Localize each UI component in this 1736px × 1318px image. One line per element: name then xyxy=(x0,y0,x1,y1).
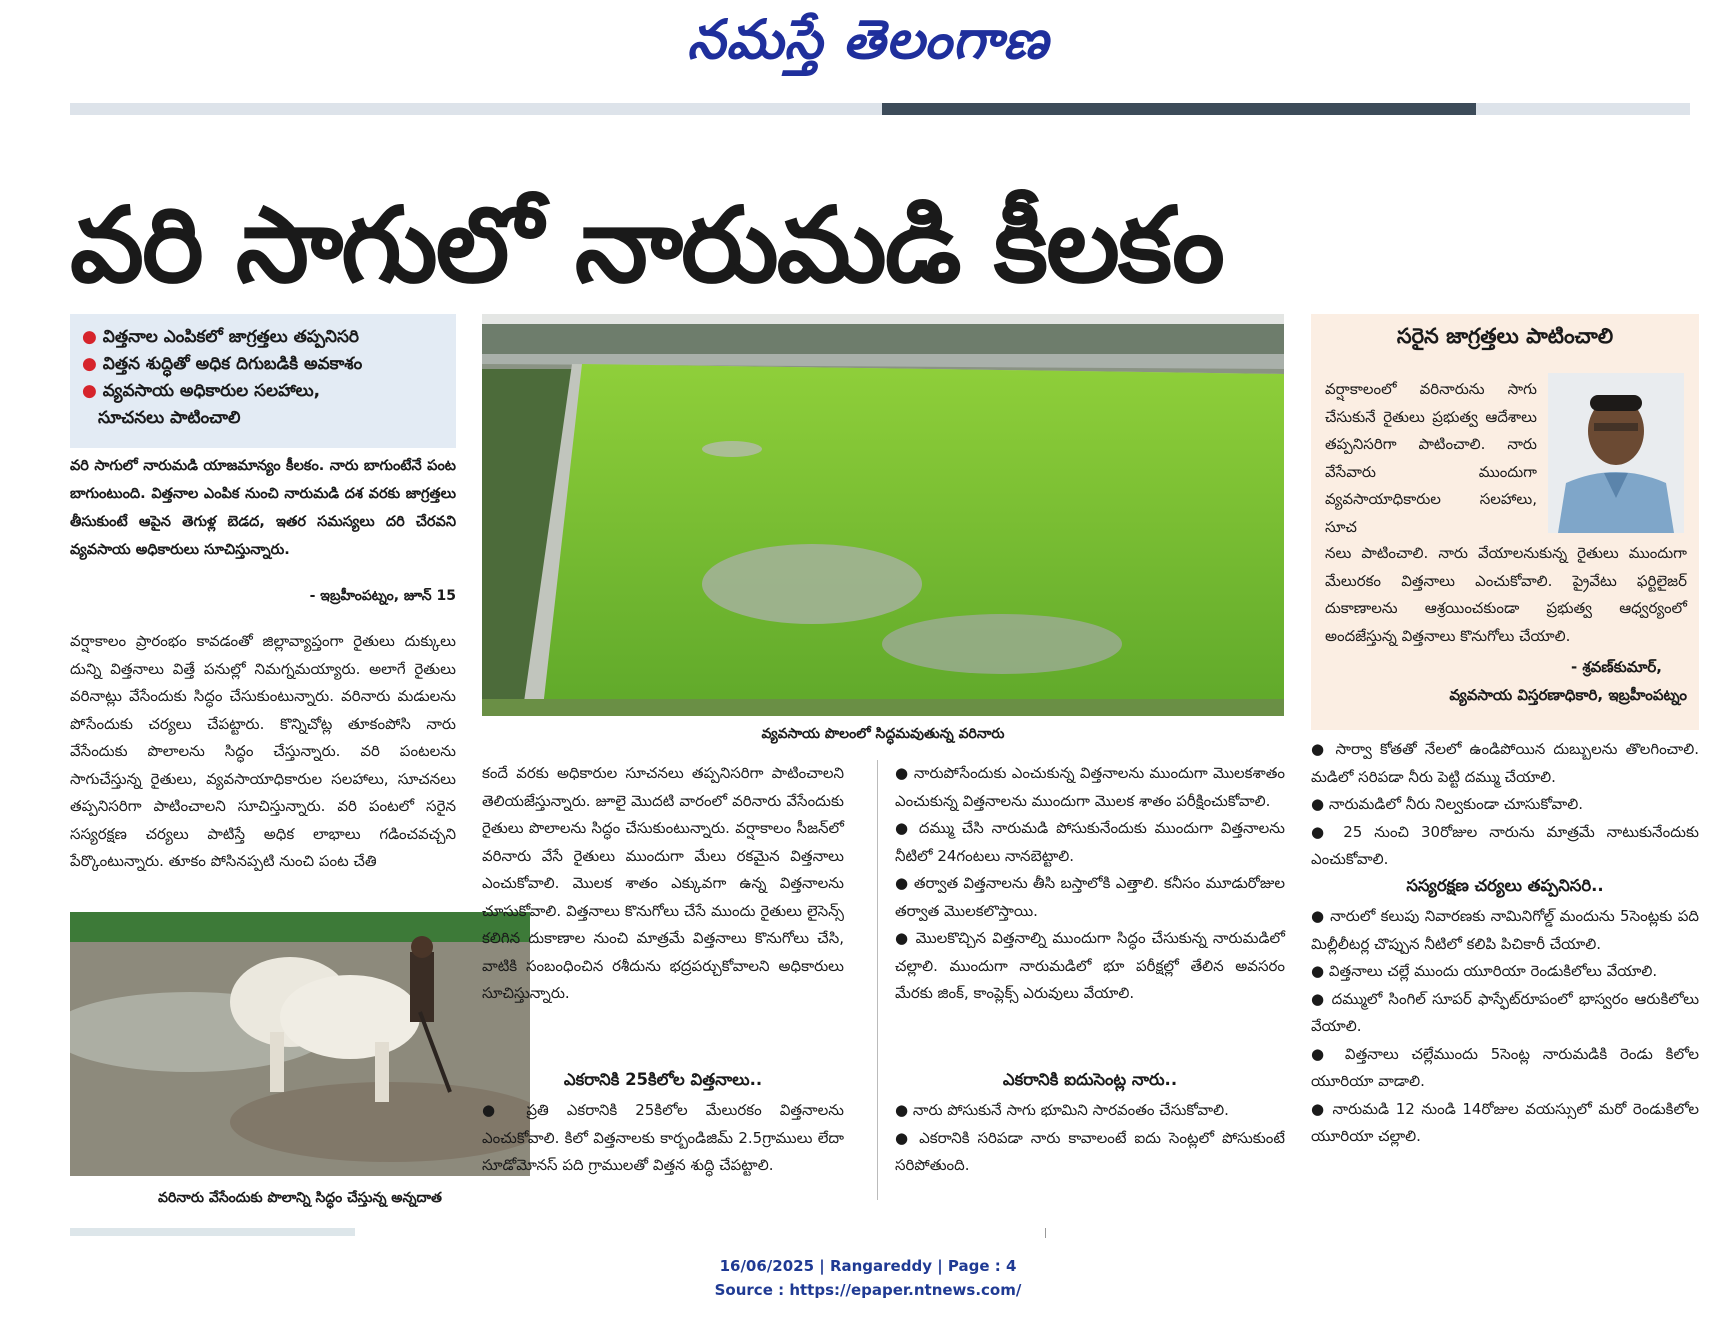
list-item: ● విత్తనాలు చల్లే ముందు యూరియా రెండుకిలోలు వేయాలి. xyxy=(1311,962,1658,980)
expert-designation: వ్యవసాయ విస్తరణాధికారి, ఇబ్రహీంపట్నం xyxy=(1449,686,1687,704)
ox-plough-photo xyxy=(70,912,530,1176)
list-item: ● మొలకొచ్చిన విత్తనాల్ని ముందుగా సిద్ధం చేసుకున్న నారుమడిలో చల్లాలి. ముందుగా నారుమడిలో భూ పరీక్షల్లో తేలిన అవసరం మేరకు జింక్, కాంప్లెక్స్ ఎరువులు వేయాలి. xyxy=(895,929,1285,1002)
highlight-item: ● విత్తన శుద్ధితో అధిక దిగుబడికి అవకాశం xyxy=(82,354,363,374)
expert-quote-text-continued: నలు పాటించాలి. నారు వేయాలనుకున్న రైతులు ముందుగా మేలురకం విత్తనాలు ఎంచుకోవాలి. ప్రైవేటు ఫర్టిలైజర్ దుకాణాలను ఆశ్రయించకుండా ప్రభుత్వ ఆధ్వర్యంలో అందజేస్తున్న విత్తనాలు కొనుగోలు చేయాలి. xyxy=(1325,544,1687,645)
header-rule-accent xyxy=(882,103,1476,115)
list-item: ● నారులో కలుపు నివారణకు నామినిగోల్డ్ మందును 5సెంట్లకు పది మిల్లీలీటర్ల చొప్పున నీటిలో కలిపి పిచికారీ చేయాలి. xyxy=(1311,907,1699,953)
article-col2-text: కందే వరకు అధికారుల సూచనలు తప్పనిసరిగా పాటించాలని తెలియజేస్తున్నారు. జూలై మొదటి వారంలో వరినారు వేసేందుకు రైతులు పొలాలను సిద్ధం చేసుకుంటున్నారు. వర్షాకాలం సీజన్‌లో వరినారు వేసే రైతులు ముందుగా మేలు రకమైన విత్తనాలు ఎంచుకోవాలి. మొలక శాతం ఎక్కువగా ఉన్న విత్తనాలను చూసుకోవాలి. విత్తనాలు కొనుగోలు చేసే ముందు రైతులు లైసెన్స్ కలిగిన దుకాణాల నుంచి మాత్రమే విత్తనాలు కొనుగోలు చేసి, వాటికి సంబంధించిన రశీదును భద్రపర్చుకోవాలని అధికారులు సూచిస్తున్నారు. xyxy=(482,764,844,1002)
list-item: ● తర్వాత విత్తనాలను తీసి బస్తాలోకి ఎత్తాలి. కనీసం మూడురోజుల తర్వాత మొలకలొస్తాయి. xyxy=(895,874,1285,920)
col4-bullet-list-2 xyxy=(1311,903,1699,1151)
list-item: ● సార్వా కోతతో నేలలో ఉండిపోయిన దుబ్బులను తొలగించాలి. మడిలో సరిపడా నీరు పెట్టి దమ్ము చేయాలి. xyxy=(1311,740,1699,786)
highlight-item: ● వ్యవసాయ అధికారుల సలహాలు, xyxy=(82,381,321,401)
list-item: ● దమ్ములో సింగిల్ సూపర్ ఫాస్ఫేట్‌రూపంలో భాస్వరం ఆరుకిలోలు వేయాలి. xyxy=(1311,989,1700,1035)
page-footer xyxy=(0,1254,1736,1302)
bottom-rule xyxy=(70,1228,355,1236)
col3-bullet-list xyxy=(895,760,1285,1008)
footer-source-link[interactable]: Source : https://epaper.ntnews.com/ xyxy=(714,1281,1022,1299)
headline: వరి సాగులో నారుమడి కీలకం xyxy=(70,185,1223,305)
bottom-rule-tick xyxy=(1045,1228,1046,1238)
list-item: ● దమ్ము చేసి నారుమడి పోసుకునేందుకు ముందుగా విత్తనాలను నీటిలో 24గంటలు నానబెట్టాలి. xyxy=(895,819,1285,865)
highlight-item: సూచనలు పాటించాలి xyxy=(98,408,241,428)
col2-bullet: ● ప్రతి ఎకరానికి 25కిలోల మేలురకం విత్తనాలను ఎంచుకోవాలి. కిలో విత్తనాలకు కార్బండిజిమ్ 2.5గ్రాములు లేదా సూడోమోనస్ పది గ్రాములతో విత్తన శుద్ధి చేపట్టాలి. xyxy=(482,1101,844,1174)
list-item: ● 25 నుంచి 30రోజుల నారును మాత్రమే నాటుకునేందుకు ఎంచుకోవాలి. xyxy=(1311,822,1699,868)
col3-subheading: ఎకరానికి ఐదుసెంట్ల నారు.. xyxy=(1002,1070,1178,1089)
expert-quote-text: వర్షాకాలంలో వరినారును సాగు చేసుకునే రైతులు ప్రభుత్వ ఆదేశాలు తప్పనిసరిగా పాటించాలి. నారు వేసేవారు ముందుగా వ్యవసాయాధికారుల సలహాలు, సూచ xyxy=(1325,380,1537,536)
expert-name: - శ్రవణ్‌కుమార్, xyxy=(1570,658,1662,676)
footer-page-info: 16/06/2025 | Rangareddy | Page : 4 xyxy=(719,1257,1017,1275)
article-intro: వరి సాగులో నారుమడి యాజమాన్యం కీలకం. నారు బాగుంటేనే పంట బాగుంటుంది. విత్తనాల ఎంపిక నుంచి నారుమడి దశ వరకు జాగ్రత్తలు తీసుకుంటే ఆపైన తెగుళ్ల బెడద, ఇతర సమస్యలు దరి చేరవని వ్యవసాయ అధికారులు సూచిస్తున్నారు. xyxy=(70,458,456,558)
list-item: ● నారు పోసుకునే సాగు భూమిని సారవంతం చేసుకోవాలి. xyxy=(895,1101,1229,1119)
ox-plough-photo-caption: వరినారు వేసేందుకు పొలాన్ని సిద్ధం చేస్తున్న అన్నదాత xyxy=(158,1190,442,1206)
list-item: ● విత్తనాలు చల్లేముందు 5సెంట్ల నారుమడికి రెండు కిలోల యూరియా వాడాలి. xyxy=(1311,1044,1699,1090)
col4-subheading: సస్యరక్షణ చర్యలు తప్పనిసరి.. xyxy=(1406,876,1604,895)
col3-bullet-list-2 xyxy=(895,1097,1285,1180)
dateline: - ఇబ్రహీంపట్నం, జూన్ 15 xyxy=(309,588,456,604)
list-item: ● నారుమడి 12 నుండి 14రోజుల వయస్సులో మరో రెండుకిలోల యూరియా చల్లాలి. xyxy=(1311,1099,1700,1145)
col4-bullet-list xyxy=(1311,736,1699,874)
list-item: ● నారుపోసేందుకు ఎంచుకున్న విత్తనాలను ముందుగా మొలకశాతం ఎంచుకున్న విత్తనాలను ముందుగా మొలక శాతం పరీక్షించుకోవాలి. xyxy=(895,764,1285,810)
highlight-item: ● విత్తనాల ఎంపికలో జాగ్రత్తలు తప్పనిసరి xyxy=(82,327,359,347)
highlights-box xyxy=(70,314,456,448)
column-divider xyxy=(877,760,878,1200)
rice-nursery-photo-caption: వ్యవసాయ పొలంలో సిద్ధమవుతున్న వరినారు xyxy=(761,726,1005,742)
list-item: ● ఎకరానికి సరిపడా నారు కావాలంటే ఐదు సెంట్లలో పోసుకుంటే సరిపోతుంది. xyxy=(895,1128,1285,1174)
expert-portrait-photo xyxy=(1548,373,1684,533)
article-col1-text: వర్షాకాలం ప్రారంభం కావడంతో జిల్లావ్యాప్తంగా రైతులు దుక్కులు దున్ని విత్తనాలు విత్తే పనుల్లో నిమగ్నమయ్యారు. అలాగే రైతులు వరినాట్లు వేసేందుకు సిద్ధం చేసుకుంటున్నారు. వరినారు మడులను పోసేందుకు చర్యలు చేపట్టారు. కొన్నిచోట్ల తూకంపోసి నారు వేసేందుకు పొలాలను సిద్ధం చేస్తున్నారు. వరి పంటలను సాగుచేస్తున్న రైతులు, వ్యవసాయాధికారుల సలహాలు, సూచనలు తప్పనిసరిగా పాటించాలని సూచిస్తున్నారు. వరి పంటలో సరైన సస్యరక్షణ చర్యలు పాటిస్తే అధిక లాభాలు గడించవచ్చని పేర్కొంటున్నారు. తూకం పోసినప్పటి నుంచి పంట చేతి xyxy=(70,632,456,870)
list-item: ● నారుమడిలో నీరు నిల్వకుండా చూసుకోవాలి. xyxy=(1311,795,1583,813)
col2-subheading: ఎకరానికి 25కిలోల విత్తనాలు.. xyxy=(563,1070,763,1089)
rice-nursery-photo xyxy=(482,314,1284,716)
masthead-logo: నమస్తే తెలంగాణ xyxy=(687,8,1049,71)
expert-quote-title: సరైన జాగ్రత్తలు పాటించాలి xyxy=(1396,324,1614,348)
